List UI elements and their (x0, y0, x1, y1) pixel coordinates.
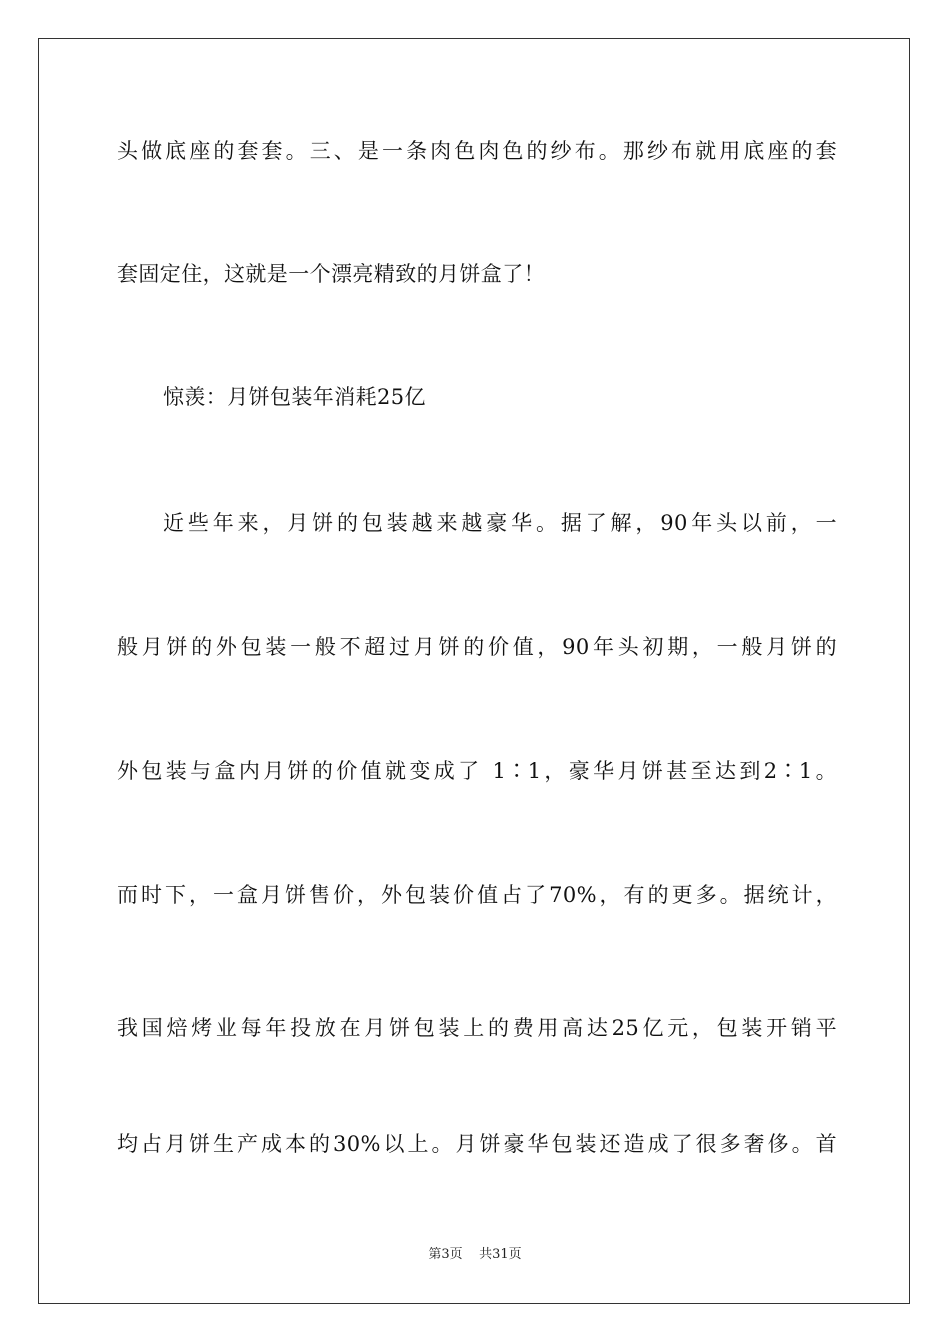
text-line-8: 我国焙烤业每年投放在月饼包装上的费用高达25亿元，包装开销平 (117, 1016, 837, 1040)
text-line-9: 均占月饼生产成本的30%以上。月饼豪华包装还造成了很多奢侈。首 (117, 1132, 837, 1156)
page-number: 第3页 (428, 1247, 463, 1262)
section-heading: 惊羡：月饼包装年消耗25亿 (163, 385, 426, 409)
page-border (38, 38, 910, 1304)
total-pages: 共31页 (479, 1247, 522, 1262)
text-line-5: 般月饼的外包装一般不超过月饼的价值，90年头初期，一般月饼的 (117, 635, 837, 659)
text-line-4: 近些年来，月饼的包装越来越豪华。据了解，90年头以前，一 (163, 511, 837, 535)
text-line-2: 套固定住，这就是一个漂亮精致的月饼盒了！ (117, 262, 545, 286)
page-footer (0, 1246, 950, 1264)
text-line-1: 头做底座的套套。三、是一条肉色肉色的纱布。那纱布就用底座的套 (117, 139, 837, 163)
text-line-7: 而时下，一盒月饼售价，外包装价值占了70%，有的更多。据统计， (117, 883, 837, 907)
text-line-6: 外包装与盒内月饼的价值就变成了 1∶1，豪华月饼甚至达到2∶1。 (117, 759, 837, 783)
